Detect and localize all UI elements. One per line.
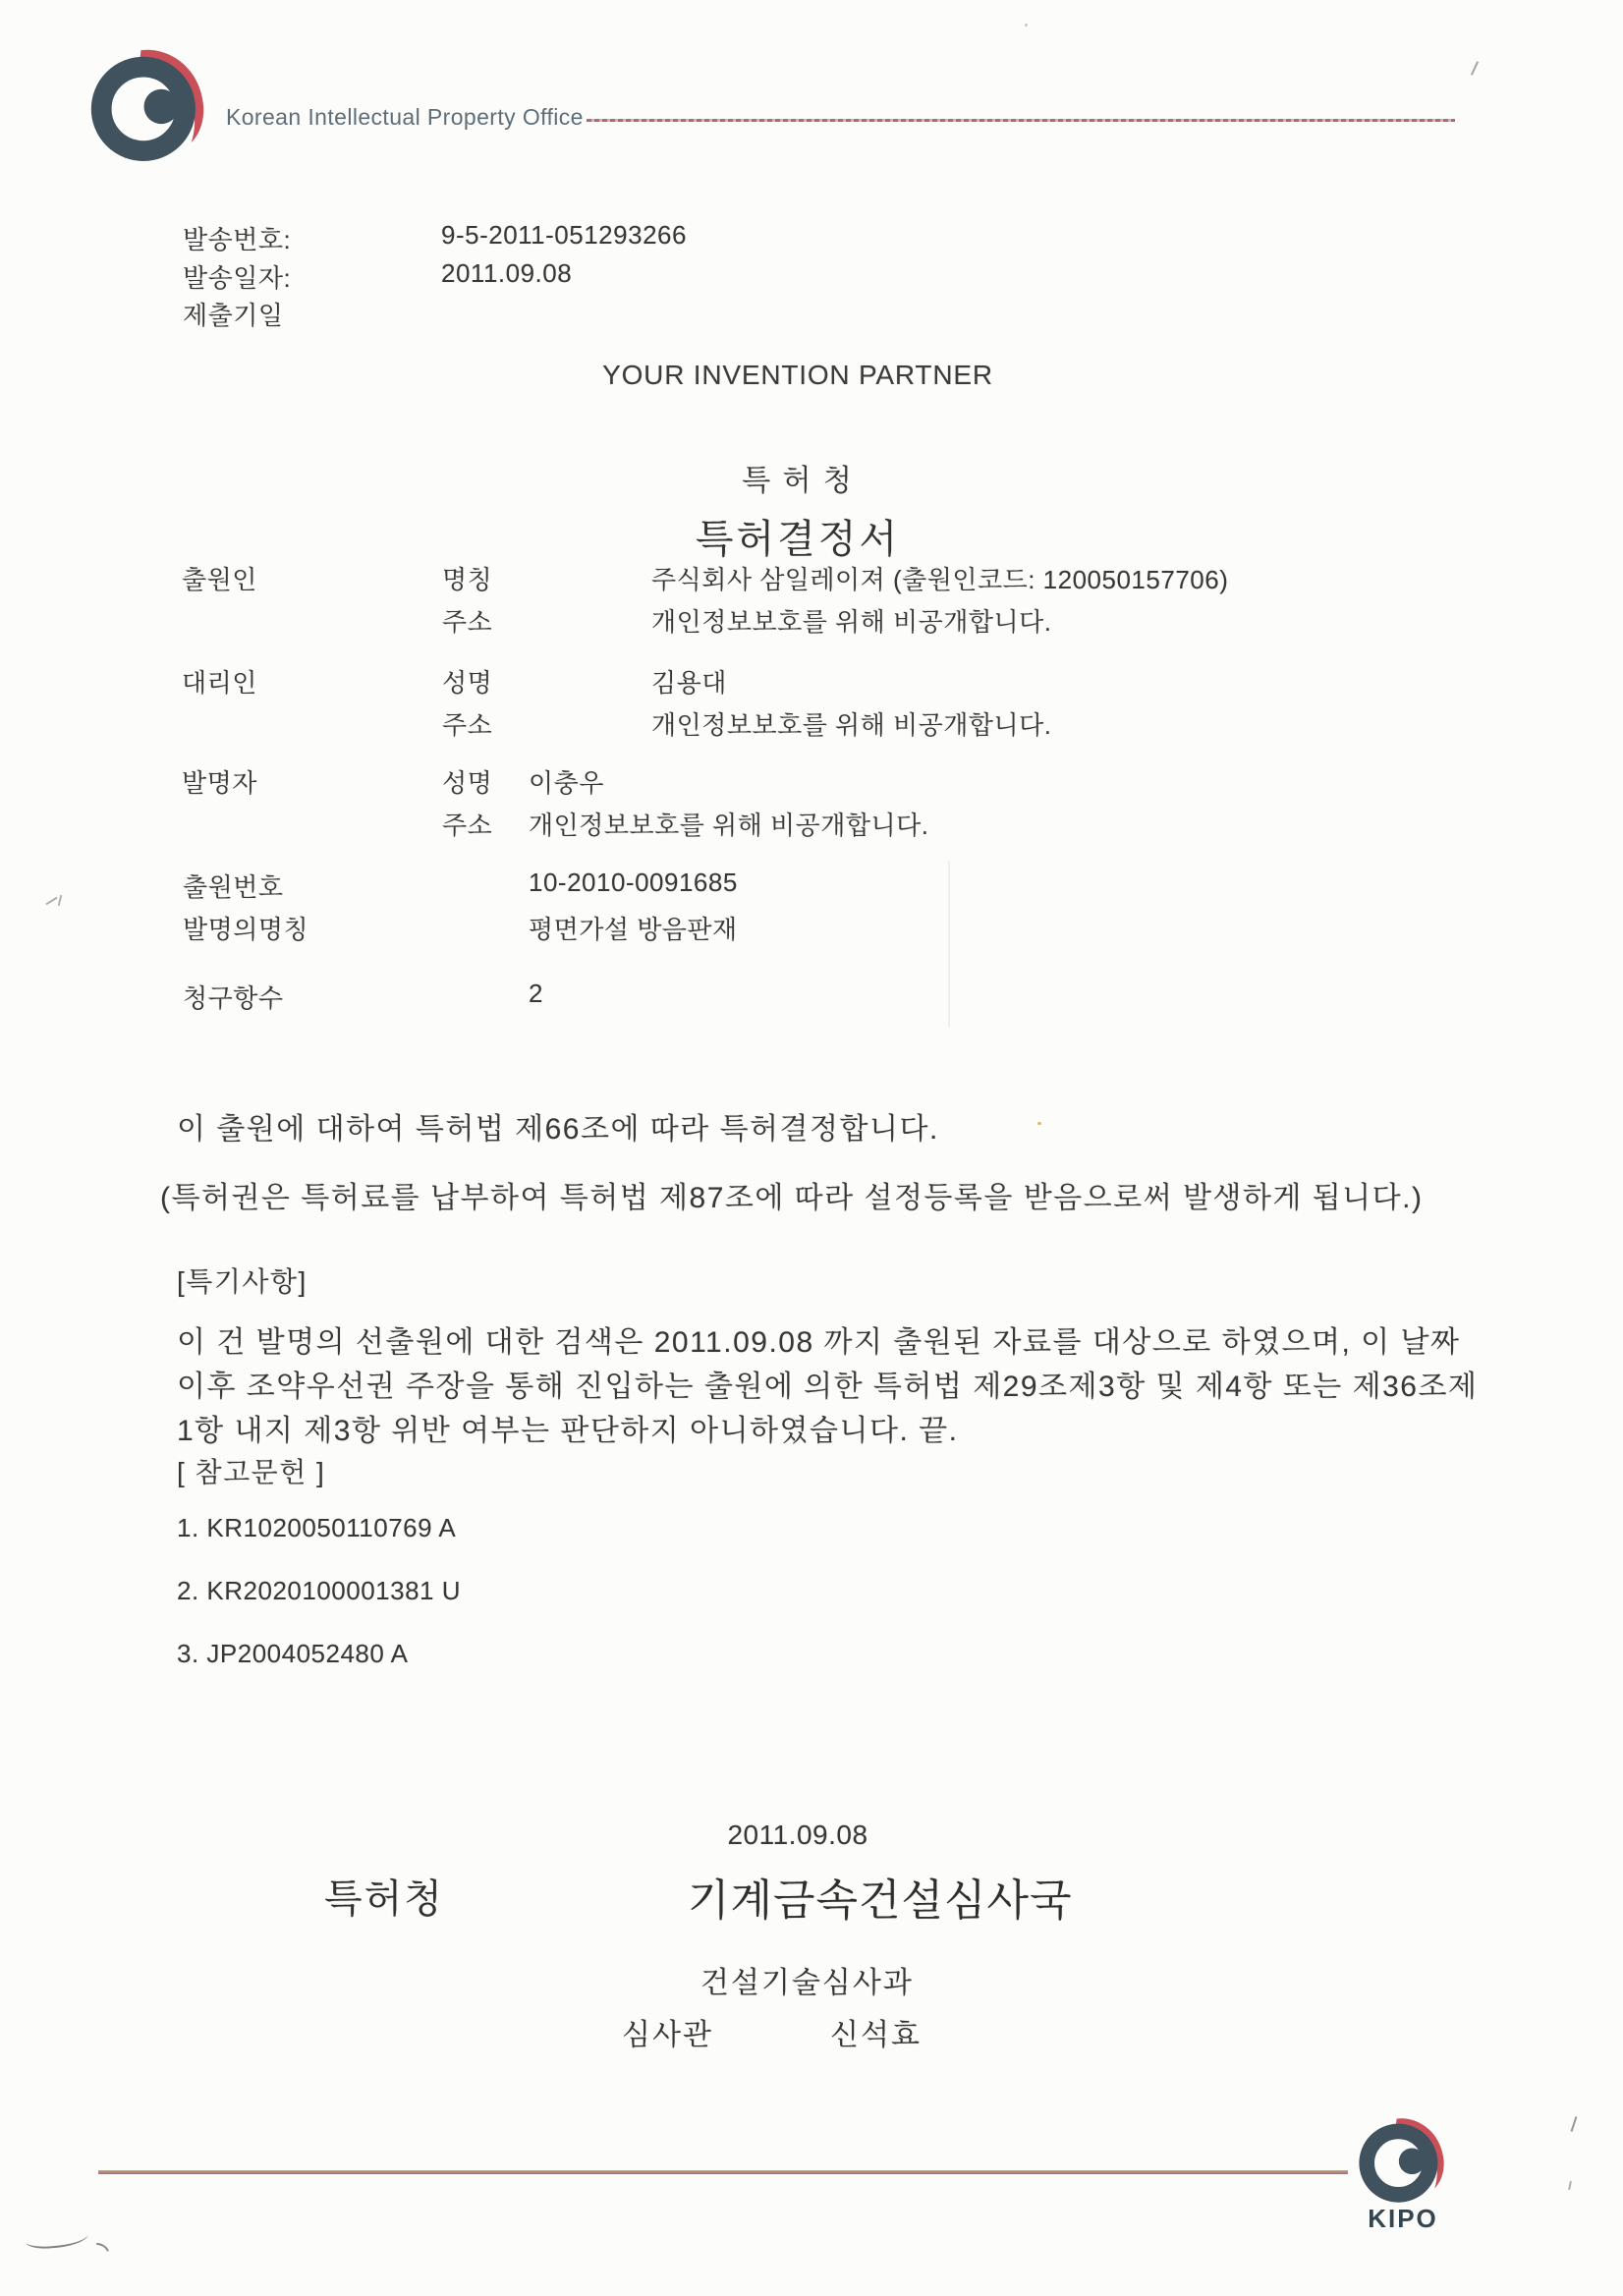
reference-item: 1. KR1020050110769 A (177, 1513, 457, 1542)
party-role: 대리인 (182, 668, 257, 698)
field-label: 청구항수 (183, 983, 284, 1013)
reference-item: 3. JP2004052480 A (177, 1639, 409, 1668)
scan-artifact (1471, 61, 1479, 75)
dispatch-label: 발송일자: (183, 263, 292, 293)
dispatch-label: 제출기일 (183, 301, 284, 330)
special-notes-line: 1항 내지 제3항 위반 여부는 판단하지 아니하였습니다. 끝. (177, 1415, 959, 1447)
field-value: 평면가설 방음판재 (529, 915, 738, 944)
footer-rule (98, 2170, 1348, 2174)
field-label: 출원번호 (183, 872, 284, 902)
office-title: 특 허 청 (742, 465, 854, 497)
examiner-name: 신석효 (830, 2019, 922, 2051)
kipo-emblem-icon (86, 44, 212, 164)
dispatch-value: 9-5-2011-051293266 (441, 220, 687, 250)
scan-artifact (948, 861, 950, 1028)
signoff-division: 건설기술심사과 (700, 1967, 914, 1999)
field-value: 2 (529, 979, 543, 1008)
signoff-bureau: 기계금속건설심사국 (688, 1876, 1073, 1925)
signoff-date: 2011.09.08 (727, 1820, 868, 1850)
field-label: 주소 (442, 607, 493, 637)
scan-artifact (25, 2226, 88, 2250)
slogan: YOUR INVENTION PARTNER (602, 360, 993, 390)
field-label: 성명 (442, 768, 493, 798)
footer-logo-text: KIPO (1368, 2204, 1438, 2233)
field-value: 10-2010-0091685 (529, 868, 738, 897)
references-heading: [ 참고문헌 ] (177, 1457, 326, 1487)
scan-artifact (88, 2240, 112, 2262)
dispatch-label: 발송번호: (183, 225, 292, 254)
field-value: 개인정보보호를 위해 비공개합니다. (651, 710, 1052, 740)
reference-item: 2. KR2020100001381 U (177, 1576, 462, 1605)
field-value: 김용대 (651, 668, 727, 698)
scan-artifact (1571, 2116, 1578, 2132)
special-notes-line: 이후 조약우선권 주장을 통해 진입하는 출원에 의한 특허법 제29조제3항 및 제4항 또는 제36조제 (177, 1371, 1479, 1403)
scan-artifact (1568, 2181, 1572, 2190)
header-rule (587, 119, 1455, 122)
scan-artifact (45, 897, 57, 906)
party-role: 발명자 (182, 768, 257, 798)
party-role: 출원인 (182, 565, 257, 594)
field-label: 명칭 (442, 565, 493, 594)
field-label: 성명 (442, 668, 493, 698)
examiner-label: 심사관 (622, 2019, 713, 2051)
special-notes-heading: [특기사항] (177, 1266, 308, 1297)
dispatch-value: 2011.09.08 (441, 258, 573, 288)
field-value: 개인정보보호를 위해 비공개합니다. (651, 607, 1052, 637)
field-value: 이충우 (529, 768, 604, 798)
field-label: 발명의명칭 (183, 915, 309, 944)
decision-main-text: 이 출원에 대하여 특허법 제66조에 따라 특허결정합니다. (177, 1113, 939, 1146)
field-value: 개인정보보호를 위해 비공개합니다. (529, 811, 929, 840)
scan-artifact (1025, 24, 1028, 27)
field-label: 주소 (442, 811, 493, 840)
field-value: 주식회사 삼일레이져 (출원인코드: 120050157706) (651, 565, 1229, 594)
scan-artifact (58, 895, 63, 906)
signoff-office: 특허청 (324, 1877, 444, 1921)
special-notes-line: 이 건 발명의 선출원에 대한 검색은 2011.09.08 까지 출원된 자료를 대상으로 하였으며, 이 날짜 (177, 1326, 1461, 1359)
scan-artifact (1037, 1122, 1041, 1125)
field-label: 주소 (442, 710, 493, 740)
document-title: 특허결정서 (695, 518, 901, 561)
kipo-emblem-icon (1356, 2114, 1450, 2205)
header-org-name: Korean Intellectual Property Office (226, 104, 584, 130)
decision-note-text: (특허권은 특허료를 납부하여 특허법 제87조에 따라 설정등록을 받음으로써 발생하게 됩니다.) (160, 1182, 1424, 1214)
